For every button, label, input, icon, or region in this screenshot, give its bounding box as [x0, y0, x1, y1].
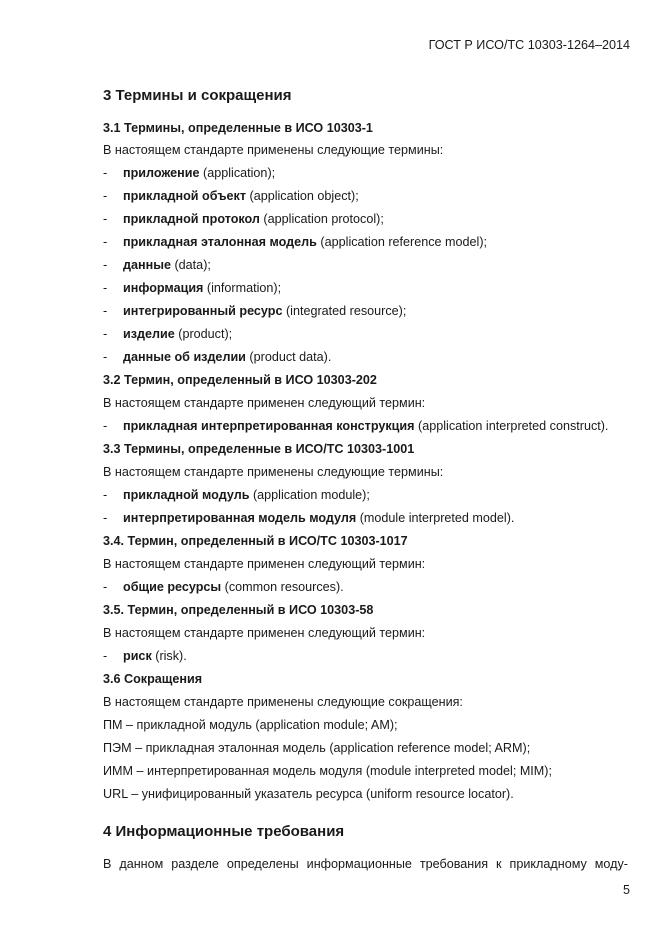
subsection-3-4-title: 3.4. Термин, определенный в ИСО/ТС 10303-1017 [103, 534, 408, 548]
subsection-3-2-title: 3.2 Термин, определенный в ИСО 10303-202 [103, 373, 377, 387]
subsection-3-5-intro: В настоящем стандарте применен следующий термин: [103, 626, 426, 640]
term: изделие [123, 327, 175, 341]
subsection-3-1-title: 3.1 Термины, определенные в ИСО 10303-1 [103, 121, 373, 135]
subsection-3-5-title: 3.5. Термин, определенный в ИСО 10303-58 [103, 603, 374, 617]
subsection-3-2-intro: В настоящем стандарте применен следующий термин: [103, 396, 426, 410]
subsection-3-4-intro: В настоящем стандарте применен следующий термин: [103, 557, 426, 571]
term: интерпретированная модель модуля [123, 511, 357, 525]
term: прикладной объект [123, 189, 246, 203]
page-number: 5 [622, 883, 630, 897]
abbreviation-item: ПМ – прикладной модуль (application module; AM); [103, 718, 398, 732]
subsection-3-3-title: 3.3 Термины, определенные в ИСО/ТС 10303-1001 [103, 442, 415, 456]
abbreviation-item: ПЭМ – прикладная эталонная модель (application reference model; ARM); [103, 741, 531, 755]
section-4-paragraph: В данном разделе определены информационные требования к прикладному моду- [103, 857, 628, 871]
abbreviation-item: URL – унифицированный указатель ресурса (uniform resource locator). [103, 787, 514, 801]
term: общие ресурсы [123, 580, 222, 594]
term: прикладной протокол [123, 212, 260, 226]
term: данные об изделии [123, 350, 246, 364]
abbreviation-item: ИММ – интерпретированная модель модуля (module interpreted model; MIM); [103, 764, 552, 778]
term: данные [123, 258, 171, 272]
term: прикладная интерпретированная конструкция [123, 419, 415, 433]
term: прикладной модуль [123, 488, 250, 502]
term: прикладная эталонная модель [123, 235, 317, 249]
subsection-3-3-intro: В настоящем стандарте применены следующие термины: [103, 465, 444, 479]
section-3-title: 3 Термины и сокращения [103, 87, 292, 104]
term: информация [123, 281, 204, 295]
subsection-3-6-intro: В настоящем стандарте применены следующие сокращения: [103, 695, 463, 709]
term: приложение [123, 166, 200, 180]
document-header: ГОСТ Р ИСО/ТС 10303-1264–2014 [428, 38, 630, 52]
term: интегрированный ресурс [123, 304, 283, 318]
subsection-3-6-title: 3.6 Сокращения [103, 672, 203, 686]
term: риск [123, 649, 152, 663]
section-4-title: 4 Информационные требования [103, 823, 345, 840]
subsection-3-1-intro: В настоящем стандарте применены следующие термины: [103, 143, 444, 157]
